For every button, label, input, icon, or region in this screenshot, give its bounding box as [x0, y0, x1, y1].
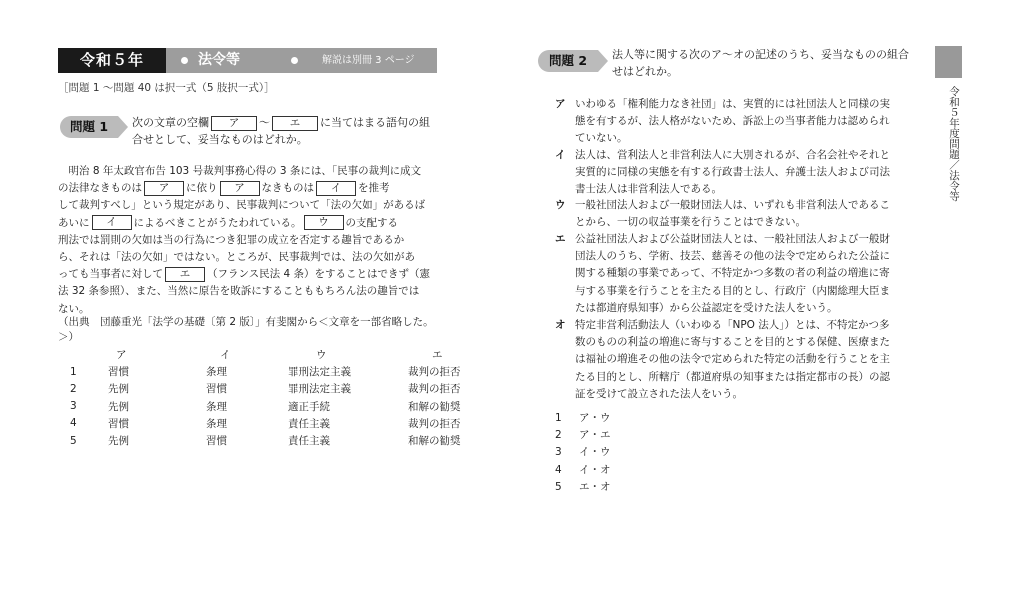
- bullet-dot-icon: [291, 57, 298, 64]
- choice-text: ア・ウ: [579, 412, 611, 424]
- side-tab-marker: [935, 46, 962, 78]
- table-cell: 条理: [206, 417, 227, 430]
- answer-choice[interactable]: [555, 462, 611, 479]
- option-label: オ: [555, 319, 566, 331]
- option-label: イ: [555, 149, 566, 161]
- passage-source: （出典 団藤重光「法学の基礎〔第 2 版〕」有斐閣から＜文章を一部省略した。＞）: [58, 316, 434, 343]
- passage-text: に依り: [186, 182, 218, 195]
- bullet-dot-icon: [181, 57, 188, 64]
- table-cell: 先例: [108, 400, 129, 413]
- question-1-passage: [58, 163, 442, 318]
- answer-choice[interactable]: [555, 479, 611, 496]
- table-cell: 罪刑法定主義: [288, 366, 351, 379]
- option-line: たる目的とし、所轄庁（都道府県の知事または指定都市の長）の認: [575, 370, 890, 383]
- choice-number: 5: [70, 434, 77, 447]
- option-e[interactable]: [555, 231, 918, 317]
- choice-number: 2: [555, 429, 562, 442]
- table-cell: 和解の勧奨: [408, 400, 461, 413]
- passage-line: 刑法では罰則の欠如は当の行為につき犯罪の成立を否定する趣旨であるか: [58, 233, 405, 246]
- choice-number: 4: [555, 463, 562, 476]
- option-line: ていない。: [575, 132, 628, 145]
- table-cell: 習慣: [108, 417, 129, 430]
- option-line: 数のものの利益の増進に寄与することを目的とする保健、医療また: [575, 336, 890, 349]
- blank-box: ア: [220, 181, 260, 196]
- passage-text: っても当事者に対して: [58, 268, 163, 281]
- table-cell: 裁判の拒否: [408, 383, 461, 396]
- table-row[interactable]: [70, 380, 461, 397]
- blank-box: イ: [92, 215, 132, 230]
- table-cell: 裁判の拒否: [408, 366, 461, 379]
- option-label: エ: [555, 233, 566, 245]
- stem-text: 合せとして、妥当なものはどれか。: [132, 133, 308, 146]
- choice-number: 1: [70, 365, 77, 378]
- table-cell: 責任主義: [288, 435, 330, 448]
- stem-text: 法人等に関する次のア～オの記述のうち、妥当なものの組合: [612, 48, 909, 61]
- choice-text: エ・オ: [579, 480, 611, 493]
- blank-box: エ: [272, 116, 318, 131]
- passage-line: 法 32 条参照）、また、当然に原告を敗訴にすることももちろん法の趣旨では: [58, 285, 420, 298]
- answer-choice[interactable]: [555, 427, 611, 444]
- passage-text: あいに: [58, 216, 90, 229]
- option-line: 証を受けて設立された法人をいう。: [575, 387, 743, 400]
- table-cell: 習慣: [206, 435, 227, 448]
- question-1-badge: 問題 1: [60, 116, 118, 138]
- table-cell: 責任主義: [288, 417, 330, 430]
- option-line: 与する事業を行うことを主たる目的とし、行政庁（内閣総理大臣ま: [575, 284, 890, 297]
- option-line: 特定非営利活動法人（いわゆる「NPO 法人」）とは、不特定かつ多: [575, 319, 890, 331]
- option-line: 団法人のうち、学術、技芸、慈善その他の法令で定められた公益に: [575, 250, 890, 263]
- option-line: は福祉の増進その他の法令で定められた特定の活動を行うことを主: [575, 353, 890, 366]
- choice-number: 4: [70, 417, 77, 430]
- answer-choices: [555, 410, 611, 496]
- stem-text: せはどれか。: [612, 65, 678, 78]
- option-label: ウ: [555, 199, 566, 211]
- table-cell: 先例: [108, 383, 129, 396]
- side-tab-label: 令和５年度問題／法令等: [948, 86, 960, 202]
- column-header: エ: [432, 349, 443, 362]
- passage-text: なきものは: [261, 182, 314, 195]
- passage-line: ない。: [58, 302, 90, 315]
- choice-number: 2: [70, 382, 77, 395]
- choice-text: イ・オ: [579, 463, 611, 476]
- table-cell: 罪刑法定主義: [288, 383, 351, 396]
- stem-text: 次の文章の空欄: [132, 116, 209, 129]
- question-2-stem: [612, 46, 922, 80]
- option-line: とから、一切の収益事業を行うことはできない。: [575, 216, 806, 229]
- table-cell: 習慣: [206, 383, 227, 396]
- option-line: たは都道府県知事）から公益認定を受けた法人をいう。: [575, 301, 838, 314]
- exam-year-label: 令和５年: [58, 48, 166, 73]
- table-cell: 和解の勧奨: [408, 435, 461, 448]
- table-cell: 習慣: [108, 366, 129, 379]
- passage-line: して裁判すべし」という規定があり、民事裁判について「法の欠如」があるば: [58, 199, 426, 212]
- answer-choice[interactable]: [555, 410, 611, 427]
- choice-number: 5: [555, 480, 562, 493]
- passage-text: によるべきことがうたわれている。: [133, 216, 302, 229]
- question-format-instruction: ［問題 1 ～問題 40 は択一式（5 肢択一式）］: [58, 82, 275, 94]
- choice-number: 3: [555, 446, 562, 459]
- table-cell: 条理: [206, 400, 227, 413]
- option-o[interactable]: [555, 317, 918, 403]
- blank-box: ウ: [304, 215, 344, 230]
- passage-text: （フランス民法 4 条）をすることはできず（憲: [207, 268, 431, 281]
- option-line: 法人は、営利法人と非営利法人に大別されるが、合名会社やそれと: [575, 149, 890, 161]
- choice-number: 1: [555, 412, 562, 424]
- passage-text: を推考: [358, 182, 390, 195]
- question-2-badge: 問題 2: [538, 50, 598, 72]
- table-row[interactable]: [70, 432, 461, 449]
- question-1-stem: [132, 114, 442, 148]
- option-line: 一般社団法人および一般財団法人は、いずれも非営利法人であるこ: [575, 199, 890, 211]
- column-header: ア: [116, 349, 127, 362]
- table-cell: 適正手続: [288, 400, 330, 413]
- blank-box: エ: [165, 267, 205, 282]
- table-cell: 条理: [206, 366, 227, 379]
- passage-line: ら、それは「法の欠如」ではない。ところが、民事裁判では、法の欠如があ: [58, 251, 415, 264]
- option-label: ア: [555, 98, 566, 110]
- category-label: 法令等: [198, 52, 240, 68]
- column-header: イ: [220, 349, 231, 362]
- choice-text: イ・ウ: [579, 446, 611, 459]
- choice-number: 3: [70, 400, 77, 413]
- option-line: 書士法人は非営利法人である。: [575, 183, 722, 196]
- passage-text: の法律なきものは: [58, 182, 142, 195]
- option-line: 関する種類の事業であって、不特定かつ多数の者の利益の増進に寄: [575, 267, 890, 280]
- option-line: 態を有するが、法人格がないため、訴訟上の当事者能力は認められ: [575, 115, 890, 128]
- answer-reference-note: 解説は別冊 3 ページ: [322, 55, 415, 66]
- choice-text: ア・エ: [579, 429, 611, 442]
- column-header: ウ: [316, 349, 327, 362]
- stem-text: ～: [259, 116, 270, 129]
- option-a[interactable]: [555, 96, 918, 148]
- question-1-choice-table: [70, 346, 461, 449]
- option-line: 実質的に同様の実態を有する行政書士法人、弁護士法人および司法: [575, 166, 890, 179]
- table-row[interactable]: [70, 398, 461, 415]
- answer-choice[interactable]: [555, 444, 611, 461]
- table-cell: 裁判の拒否: [408, 417, 461, 430]
- table-header-row: [70, 346, 461, 363]
- stem-text: に当てはまる語句の組: [320, 116, 430, 129]
- option-line: 公益社団法人および公益財団法人とは、一般社団法人および一般財: [575, 233, 890, 245]
- option-u[interactable]: [555, 197, 918, 231]
- table-cell: 先例: [108, 435, 129, 448]
- option-i[interactable]: [555, 147, 918, 199]
- blank-box: ア: [211, 116, 257, 131]
- option-line: いわゆる「権利能力なき社団」は、実質的には社団法人と同様の実: [575, 98, 890, 110]
- passage-line: 明治 8 年太政官布告 103 号裁判事務心得の 3 条には、「民事の裁判に成文: [68, 165, 422, 177]
- table-row[interactable]: [70, 363, 461, 380]
- table-row[interactable]: [70, 415, 461, 432]
- blank-box: ア: [144, 181, 184, 196]
- blank-box: イ: [316, 181, 356, 196]
- passage-text: の支配する: [345, 216, 398, 229]
